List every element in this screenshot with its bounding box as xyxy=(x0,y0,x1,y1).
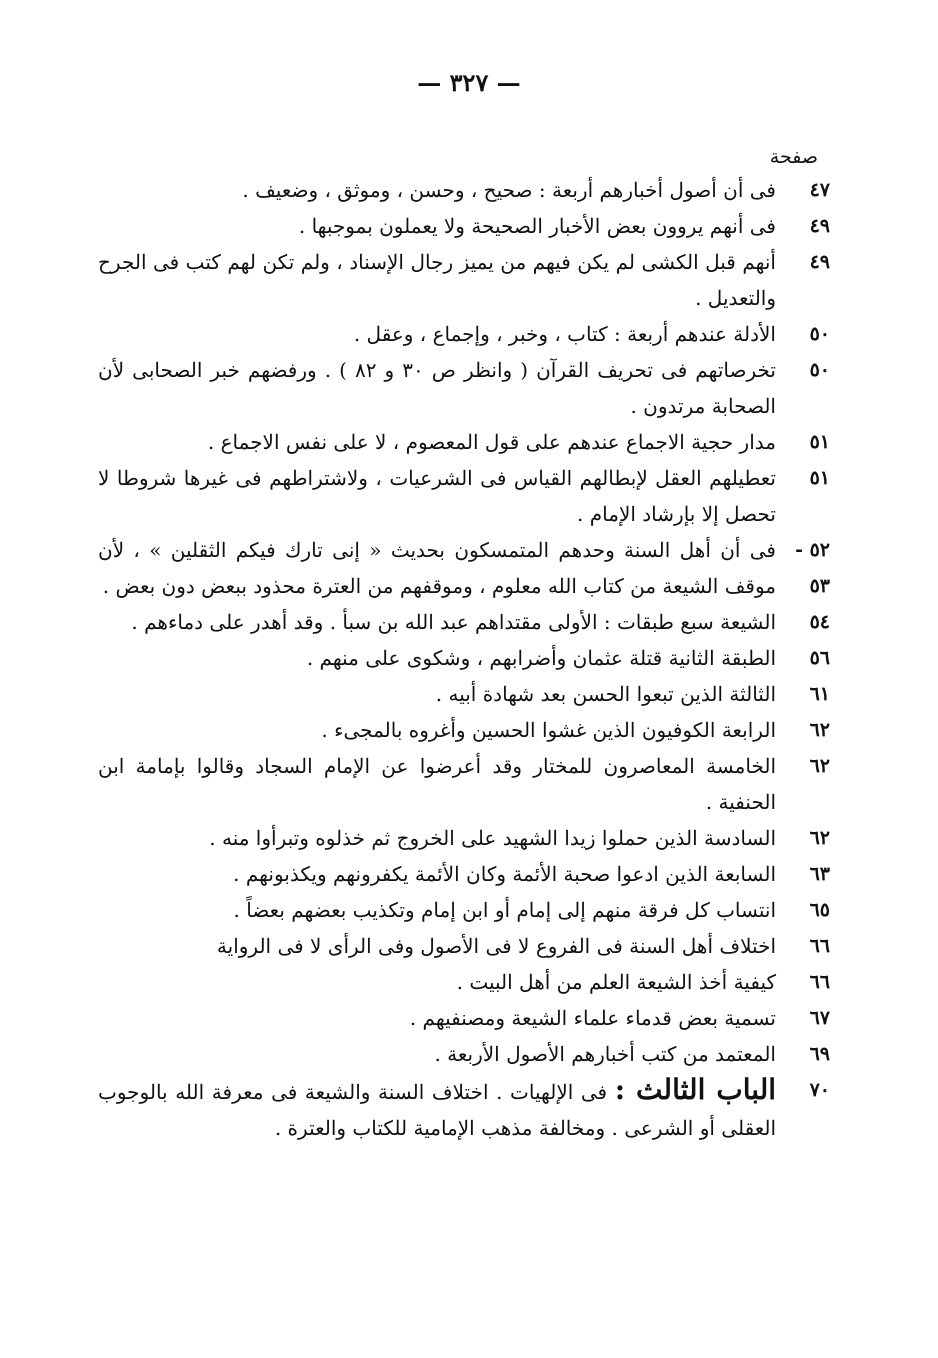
toc-entry xyxy=(98,1036,838,1072)
entry-text: انتساب كل فرقة منهم إلى إمام أو ابن إمام وتكذيب بعضهم بعضاً . xyxy=(233,898,776,922)
toc-entry xyxy=(98,532,838,604)
entry-text: فى أنهم يروون بعض الأخبار الصحيحة ولا يعملون بموجبها . xyxy=(298,214,776,238)
toc-entry xyxy=(98,712,838,748)
toc-entry xyxy=(98,1000,838,1036)
toc-entry xyxy=(98,640,838,676)
toc-entry xyxy=(98,316,838,352)
chapter-title: الباب الثالث : xyxy=(614,1073,777,1106)
toc-entry xyxy=(98,748,838,820)
entry-page: ٦٧ xyxy=(809,1007,830,1029)
entry-text: كيفية أخذ الشيعة العلم من أهل البيت . xyxy=(456,970,776,994)
entry-text: أنهم قبل الكشى لم يكن فيهم من يميز رجال الإسناد ، ولم تكن لهم كتب فى الجرح والتعديل . xyxy=(98,250,776,310)
toc-entry xyxy=(98,964,838,1000)
toc-entry xyxy=(98,820,838,856)
entry-text: السادسة الذين حملوا زيدا الشهيد على الخروج ثم خذلوه وتبرأوا منه . xyxy=(209,826,776,850)
entry-text: الشيعة سبع طبقات : الأولى مقتداهم عبد الله بن سبأ . وقد أهدر على دماءهم . xyxy=(131,610,776,634)
toc-entry xyxy=(98,424,838,460)
toc-entry xyxy=(98,208,838,244)
toc-entry xyxy=(98,352,838,424)
entry-text: تخرصاتهم فى تحريف القرآن ( وانظر ص ٣٠ و ٨٢ ) . ورفضهم خبر الصحابى لأن الصحابة مرتدون . xyxy=(98,358,776,418)
entry-text: فى أن أهل السنة وحدهم المتمسكون بحديث « إنى تارك فيكم الثقلين » ، لأن موقف الشيعة من كتاب الله معلوم ، وموقفهم من العترة محذود ببعض دون بعض . xyxy=(98,538,776,598)
toc-entry xyxy=(98,244,838,316)
entry-text: مدار حجية الاجماع عندهم على قول المعصوم ، لا على نفس الاجماع . xyxy=(207,430,776,454)
toc-entry xyxy=(98,676,838,712)
table-of-contents xyxy=(98,172,838,1146)
entry-page: ٦٦ xyxy=(809,935,830,957)
entry-page: ٦٦ xyxy=(809,971,830,993)
entry-text: الثالثة الذين تبعوا الحسن بعد شهادة أبيه . xyxy=(435,682,776,706)
entry-page: ٦١ xyxy=(809,683,830,705)
entry-page: ٥٤ xyxy=(809,611,830,633)
entry-text: تسمية بعض قدماء علماء الشيعة ومصنفيهم . xyxy=(409,1006,776,1030)
entry-page: ٦٣ xyxy=(809,863,830,885)
entry-page: ٥١ xyxy=(809,467,830,489)
entry-page: ٥٠ xyxy=(809,359,830,381)
entry-page: ٥٦ xyxy=(809,647,830,669)
entry-text: اختلاف أهل السنة فى الفروع لا فى الأصول وفى الرأى لا فى الرواية xyxy=(216,934,776,958)
entry-text: السابعة الذين ادعوا صحبة الأئمة وكان الأئمة يكفرونهم ويكذبونهم . xyxy=(233,862,776,886)
entry-page: ٦٥ xyxy=(809,899,830,921)
entry-page: ٦٢ xyxy=(809,719,830,741)
entry-page: ٦٩ xyxy=(809,1043,830,1065)
entry-text: المعتمد من كتب أخبارهم الأصول الأربعة . xyxy=(434,1042,776,1066)
entry-page: ٥٢ - ٥٣ xyxy=(795,539,830,597)
entry-page: ٤٩ xyxy=(809,215,830,237)
entry-page: ٥١ xyxy=(809,431,830,453)
toc-chapter-entry xyxy=(98,1072,838,1146)
entry-page: ٤٩ xyxy=(809,251,830,273)
entry-page: ٦٢ xyxy=(809,827,830,849)
toc-entry xyxy=(98,460,838,532)
entry-text: الطبقة الثانية قتلة عثمان وأضرابهم ، وشكوى على منهم . xyxy=(306,646,776,670)
toc-entry xyxy=(98,892,838,928)
entry-text: فى أن أصول أخبارهم أربعة : صحيح ، وحسن ، وموثق ، وضعيف . xyxy=(242,178,776,202)
entry-page: ٤٧ xyxy=(809,179,830,201)
entry-text: تعطيلهم العقل لإبطالهم القياس فى الشرعيات ، ولاشتراطهم فى غيرها شروطا لا تحصل إلا بإرشاد الإمام . xyxy=(98,466,776,526)
toc-entry xyxy=(98,172,838,208)
chapter-text-block xyxy=(98,1072,776,1146)
entry-text: الخامسة المعاصرون للمختار وقد أعرضوا عن الإمام السجاد وقالوا بإمامة ابن الحنفية . xyxy=(98,754,776,814)
entry-page: ٦٢ xyxy=(809,755,830,777)
entry-page: ٥٠ xyxy=(809,323,830,345)
page-number: — ٣٢٧ — xyxy=(417,68,521,97)
entry-text: الرابعة الكوفيون الذين غشوا الحسين وأغروه بالمجىء . xyxy=(321,718,776,742)
entry-text: الأدلة عندهم أربعة : كتاب ، وخبر ، وإجماع ، وعقل . xyxy=(353,322,776,346)
toc-entry xyxy=(98,604,838,640)
chapter-text: فى الإلهيات . اختلاف السنة والشيعة فى معرفة الله بالوجوب العقلى أو الشرعى . ومخالفة مذهب الإمامية للكتاب والعترة . xyxy=(98,1080,776,1140)
toc-entry xyxy=(98,928,838,964)
toc-entry xyxy=(98,856,838,892)
entry-page: ٧٠ xyxy=(809,1079,830,1101)
page-column-header: صفحة xyxy=(769,146,818,168)
